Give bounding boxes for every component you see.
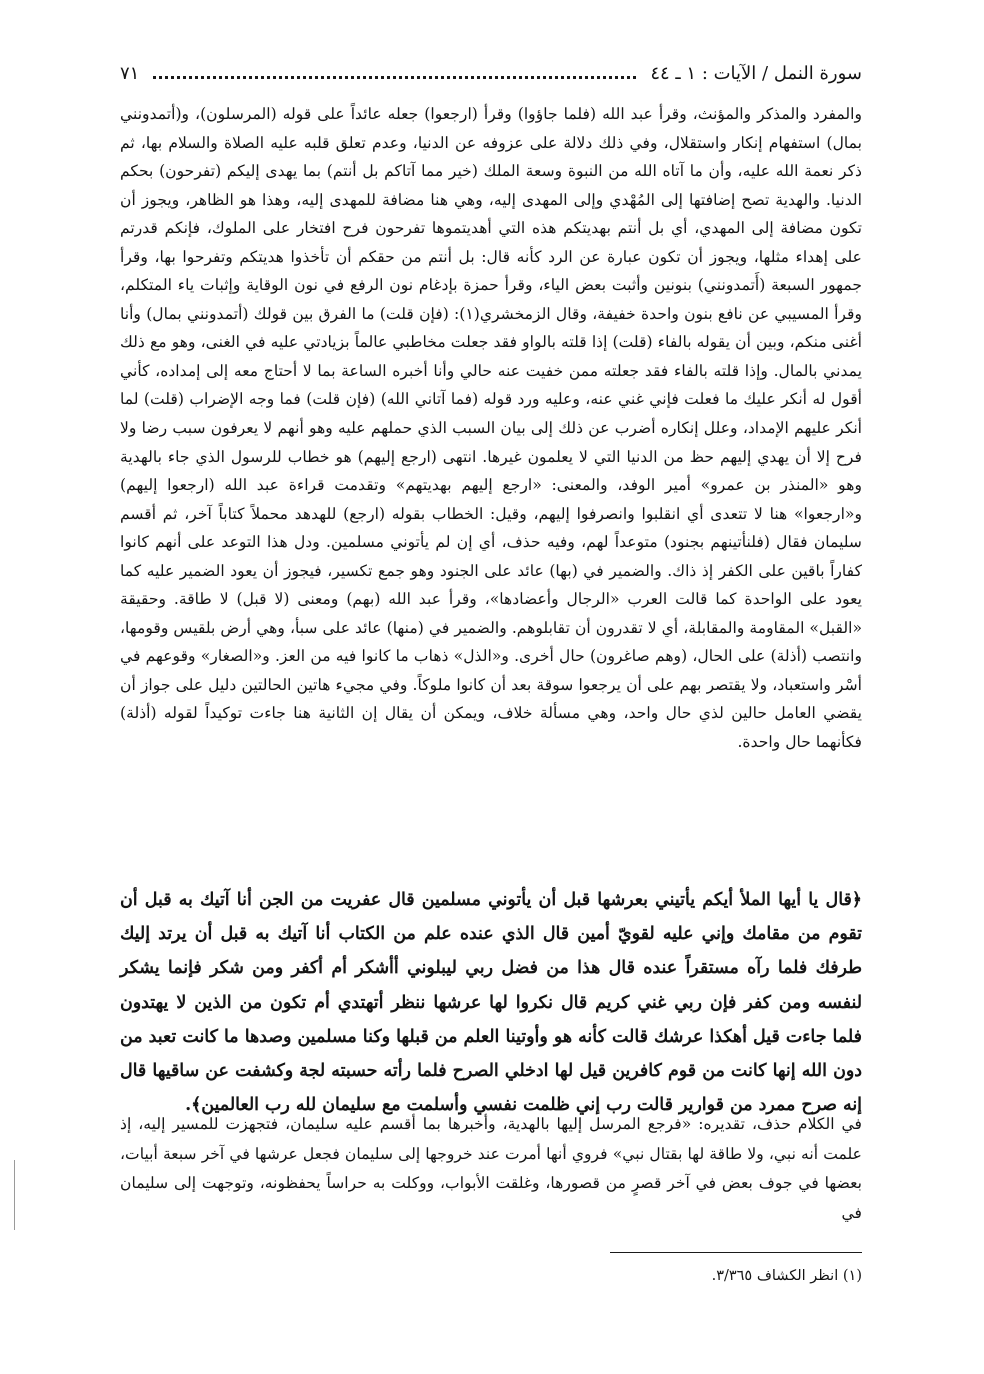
commentary-paragraph-1 [120,100,862,757]
commentary-text-2: في الكلام حذف، تقديره: «فرجع المرسل إليها بالهدية، وأخبرها بما أقسم عليه سليمان، فتجهزت للمسير إليه، إذ علمت أنه نبي، ولا طاقة لها بقتال نبي» فروي أنها أمرت عند خروجها إلى سليمان فجعل عرشها في آخر سبعة أبيات، بعضها في جوف بعض في آخر قصرٍ من قصورها، وغلقت الأبواب، ووكلت به حراساً يحفظونه، وتوجهت إلى سليمان في [120,1115,862,1222]
commentary-paragraph-2 [120,1110,862,1228]
running-title: سورة النمل / الآيات : ١ ـ ٤٤ [650,62,862,84]
page-number: ٧١ [120,62,140,84]
footnote: (١) انظر الكشاف ٣/٣٦٥. [711,1268,862,1284]
footnote-rule [610,1252,862,1253]
running-header [120,58,862,88]
scan-margin-mark [14,1160,15,1230]
quran-text: ﴿قال يا أيها الملأ أيكم يأتيني بعرشها قبل أن يأتوني مسلمين قال عفريت من الجن أنا آتيك به قبل أن تقوم من مقامك وإني عليه لقويّ أمين قال الذي عنده علم من الكتاب أنا آتيك به قبل أن يرتد إليك طرفك فلما رآه مستقراً عنده قال هذا من فضل ربي ليبلوني أأشكر أم أكفر ومن شكر فإنما يشكر لنفسه ومن كفر فإن ربي غني كريم قال نكروا لها عرشها ننظر أتهتدي أم تكون من الذين لا يهتدون فلما جاءت قيل أهكذا عرشك قالت كأنه هو وأوتينا العلم من قبلها وكنا مسلمين وصدها ما كانت تعبد من دون الله إنها كانت من قوم كافرين قيل لها ادخلي الصرح فلما رأته حسبته لجة وكشفت عن ساقيها قال إنه صرح ممرد من قوارير قالت رب إني ظلمت نفسي وأسلمت مع سليمان لله رب العالمين﴾. [120,890,862,1116]
quran-passage [120,883,862,1122]
dotted-leader [153,76,636,79]
commentary-text-1: والمفرد والمذكر والمؤنث، وقرأ عبد الله (فلما جاؤوا) وقرأ (ارجعوا) جعله عائداً على قوله (المرسلون)، و(أتمدونني بمال) استفهام إنكار واستقلال، وفي ذلك دلالة على عزوفه عن الدنيا، وعدم تعلق قلبه عليه الصلاة والسلام بها، ثم ذكر نعمة الله عليه، وأن ما آتاه الله من النبوة وسعة الملك (خير مما آتاكم بل أنتم) بما يهدى إليكم (تفرحون) بحكم الدنيا. والهدية تصح إضافتها إلى المُهْدي وإلى المهدى إليه، وهي هنا مضافة للمهدى إليه، وهذا هو الظاهر، ويجوز أن تكون مضافة إلى المهدي، أي بل أنتم بهديتكم هذه التي أهديتموها تفرحون فرح افتخار على الملوك، فإنكم قدرتم على إهداء مثلها، ويجوز أن تكون عبارة عن الرد كأنه قال: بل أنتم من حقكم أن تأخذوا هديتكم وتفرحوا بها، وقرأ جمهور السبعة (أَتمدونني) بنونين وأثبت بعض الياء، وقرأ حمزة بإدغام نون الرفع في نون الوقاية وإثبات ياء المتكلم، وقرأ المسيبي عن نافع بنون واحدة خفيفة، وقال الزمخشري(١): (فإن قلت) ما الفرق بين قولك (أتمدونني بمال) وأنا أغنى منكم، وبين أن يقوله بالفاء (قلت) إذا قلته بالواو فقد جعلت مخاطبي عالماً بزيادتي عليه في الغنى، وهو مع ذلك يمدني بالمال. وإذا قلته بالفاء فقد جعلته ممن خفيت عنه حالي وأنا أخبره الساعة بما لا أحتاج معه إلى إمداده، كأني أقول له أنكر عليك ما فعلت فإني غني عنه، وعليه ورد قوله (فما آتاني الله) (فإن قلت) فما وجه الإضراب (قلت) لما أنكر عليهم الإمداد، وعلل إنكاره أضرب عن ذلك إلى بيان السبب الذي حملهم عليه وهو أنهم لا يعرفون سبب رضا ولا فرح إلا أن يهدي إليهم حظ من الدنيا التي لا يعلمون غيرها. انتهى (ارجع إليهم) هو خطاب للرسول الذي جاء بالهدية وهو «المنذر بن عمرو» أمير الوفد، والمعنى: «ارجع إليهم بهديتهم» وتقدمت قراءة عبد الله (ارجعوا إليهم) و«ارجعوا» هنا لا تتعدى أي انقلبوا وانصرفوا إليهم، وقيل: الخطاب بقوله (ارجع) للهدهد محملاً كتاباً آخر، ثم أقسم سليمان فقال (فلنأتينهم بجنود) متوعداً لهم، وفيه حذف، أي إن لم يأتوني مسلمين. ودل هذا التوعد على أنهم كانوا كفاراً باقين على الكفر إذ ذاك. والضمير في (بها) عائد على الجنود وهو جمع تكسير، فيجوز أن يعود الضمير عليه كما يعود على الواحدة كما قالت العرب «الرجال وأعضادها»، وقرأ عبد الله (بهم) ومعنى (لا قبل) لا طاقة. وحقيقة «القبل» المقاومة والمقابلة، أي لا تقدرون أن تقابلوهم. والضمير في (منها) عائد على سبأ، وهي أرض بلقيس وقومها، وانتصب (أذلة) على الحال، (وهم صاغرون) حال أخرى. و«الذل» ذهاب ما كانوا فيه من العز. و«الصغار» وقوعهم في أسْر واستعباد، ولا يقتصر بهم على أن يرجعوا سوقة بعد أن كانوا ملوكاً. وفي مجيء هاتين الحالتين دليل على جواز أن يقضي العامل حالين لذي حال واحد، وهي مسألة خلاف، ويمكن أن يقال إن الثانية هنا جاءت توكيداً لقوله (أذلة) فكأنهما حال واحدة. [120,105,862,752]
